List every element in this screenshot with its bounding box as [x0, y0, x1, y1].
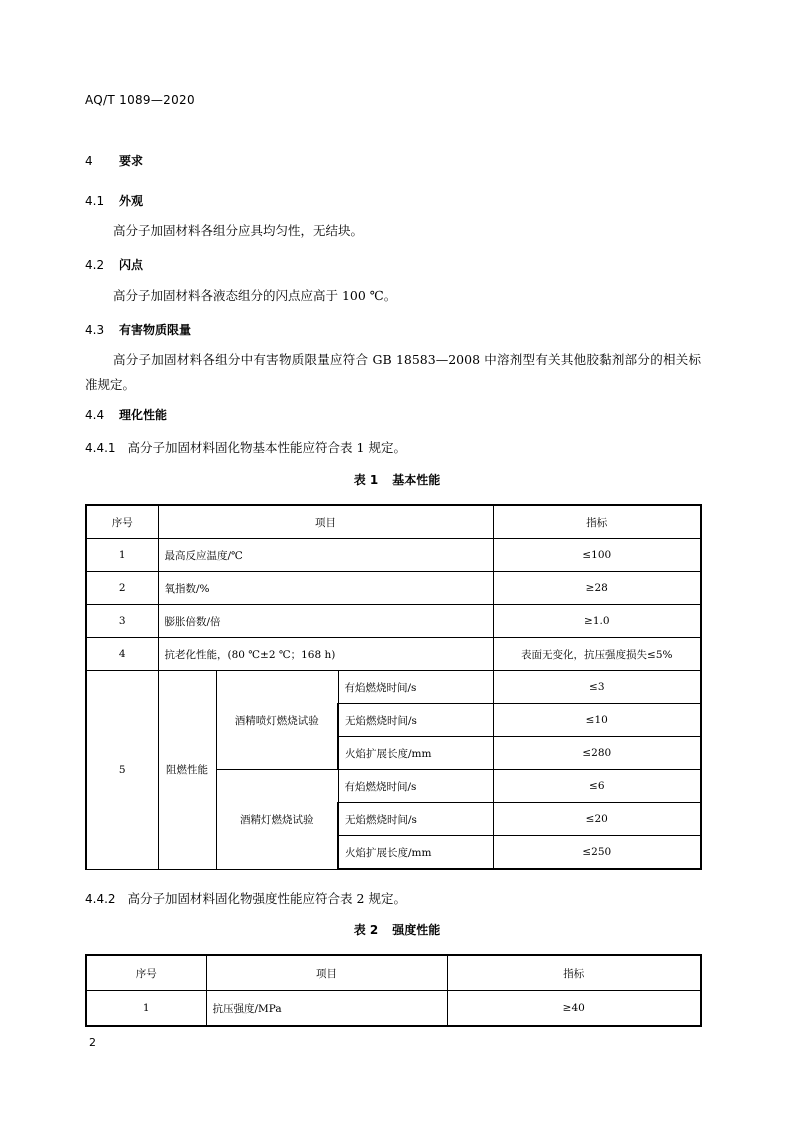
section-4-2-heading: [85, 256, 143, 273]
table-row: [86, 671, 701, 704]
header-item: 项目: [206, 955, 447, 991]
cell-flame-label: 阻燃性能: [158, 671, 216, 870]
cell-item: 最高反应温度/℃: [158, 539, 493, 572]
section-title: 理化性能: [119, 408, 168, 422]
cell-param: 有焰燃烧时间/s: [338, 770, 493, 803]
header-index: 指标: [493, 505, 701, 539]
table-row: [86, 605, 701, 638]
header-seq: 序号: [86, 955, 206, 991]
cell-param: 火焰扩展长度/mm: [338, 737, 493, 770]
cell-seq: 5: [86, 671, 158, 870]
section-4-2-text: 高分子加固材料各液态组分的闪点应高于 100 ℃。: [113, 288, 397, 303]
clause-text: 高分子加固材料固化物强度性能应符合表 2 规定。: [127, 891, 406, 906]
cell-param: 火焰扩展长度/mm: [338, 836, 493, 870]
caption-number: 表 1: [353, 473, 379, 487]
cell-seq: 3: [86, 605, 158, 638]
table-row: [86, 572, 701, 605]
cell-index: 表面无变化，抗压强度损失≤5%: [493, 638, 701, 671]
cell-seq: 1: [86, 539, 158, 572]
header-seq: 序号: [86, 505, 158, 539]
table-row: [86, 638, 701, 671]
cell-test-method: 酒精喷灯燃烧试验: [216, 671, 338, 770]
cell-seq: 1: [86, 991, 206, 1027]
section-4-1-heading: [85, 192, 143, 209]
table-row: [86, 539, 701, 572]
clause-4-4-1: [85, 438, 406, 456]
table-header-row: [86, 955, 701, 991]
page-number: 2: [89, 1036, 96, 1049]
cell-param: 无焰燃烧时间/s: [338, 803, 493, 836]
section-4-1-text: 高分子加固材料各组分应具均匀性，无结块。: [113, 223, 364, 238]
header-index: 指标: [447, 955, 701, 991]
section-4-3-heading: [85, 321, 191, 338]
table-2-caption: [0, 921, 794, 938]
cell-test-method: 酒精灯燃烧试验: [216, 770, 338, 870]
cell-seq: 2: [86, 572, 158, 605]
cell-item: 抗老化性能，(80 ℃±2 ℃；168 h): [158, 638, 493, 671]
cell-index: ≤280: [493, 737, 701, 770]
cell-item: 膨胀倍数/倍: [158, 605, 493, 638]
table-2-strength-properties: [85, 954, 702, 1027]
cell-index: ≤6: [493, 770, 701, 803]
cell-param: 有焰燃烧时间/s: [338, 671, 493, 704]
clause-number: 4.4.1: [85, 441, 116, 455]
section-4-3-text: 高分子加固材料各组分中有害物质限量应符合 GB 18583—2008 中溶剂型有关其他胶黏剂部分的相关标准规定。: [85, 352, 701, 392]
section-number: 4: [85, 154, 93, 168]
section-4-4-heading: [85, 406, 167, 423]
cell-index: ≥40: [447, 991, 701, 1027]
caption-title: 强度性能: [392, 923, 441, 937]
section-title: 有害物质限量: [119, 323, 192, 337]
cell-index: ≥1.0: [493, 605, 701, 638]
cell-index: ≤250: [493, 836, 701, 870]
section-number: 4.3: [85, 323, 105, 337]
section-4-heading: [85, 152, 143, 169]
section-number: 4.1: [85, 194, 105, 208]
caption-title: 基本性能: [392, 473, 441, 487]
section-number: 4.2: [85, 258, 105, 272]
table-1-caption: [0, 471, 794, 488]
section-title: 闪点: [119, 258, 144, 272]
section-title: 外观: [119, 194, 144, 208]
cell-item: 氧指数/%: [158, 572, 493, 605]
caption-number: 表 2: [353, 923, 379, 937]
header-item: 项目: [158, 505, 493, 539]
cell-index: ≤100: [493, 539, 701, 572]
cell-seq: 4: [86, 638, 158, 671]
clause-4-4-2: [85, 889, 406, 907]
document-id-header: AQ/T 1089—2020: [85, 93, 195, 107]
table-header-row: [86, 505, 701, 539]
table-1-basic-properties: [85, 504, 702, 870]
cell-index: ≤20: [493, 803, 701, 836]
clause-number: 4.4.2: [85, 892, 116, 906]
section-number: 4.4: [85, 408, 105, 422]
cell-param: 无焰燃烧时间/s: [338, 704, 493, 737]
cell-index: ≤3: [493, 671, 701, 704]
cell-item: 抗压强度/MPa: [206, 991, 447, 1027]
cell-index: ≤10: [493, 704, 701, 737]
table-row: [86, 991, 701, 1027]
clause-text: 高分子加固材料固化物基本性能应符合表 1 规定。: [127, 440, 406, 455]
section-title: 要求: [119, 154, 144, 168]
cell-index: ≥28: [493, 572, 701, 605]
